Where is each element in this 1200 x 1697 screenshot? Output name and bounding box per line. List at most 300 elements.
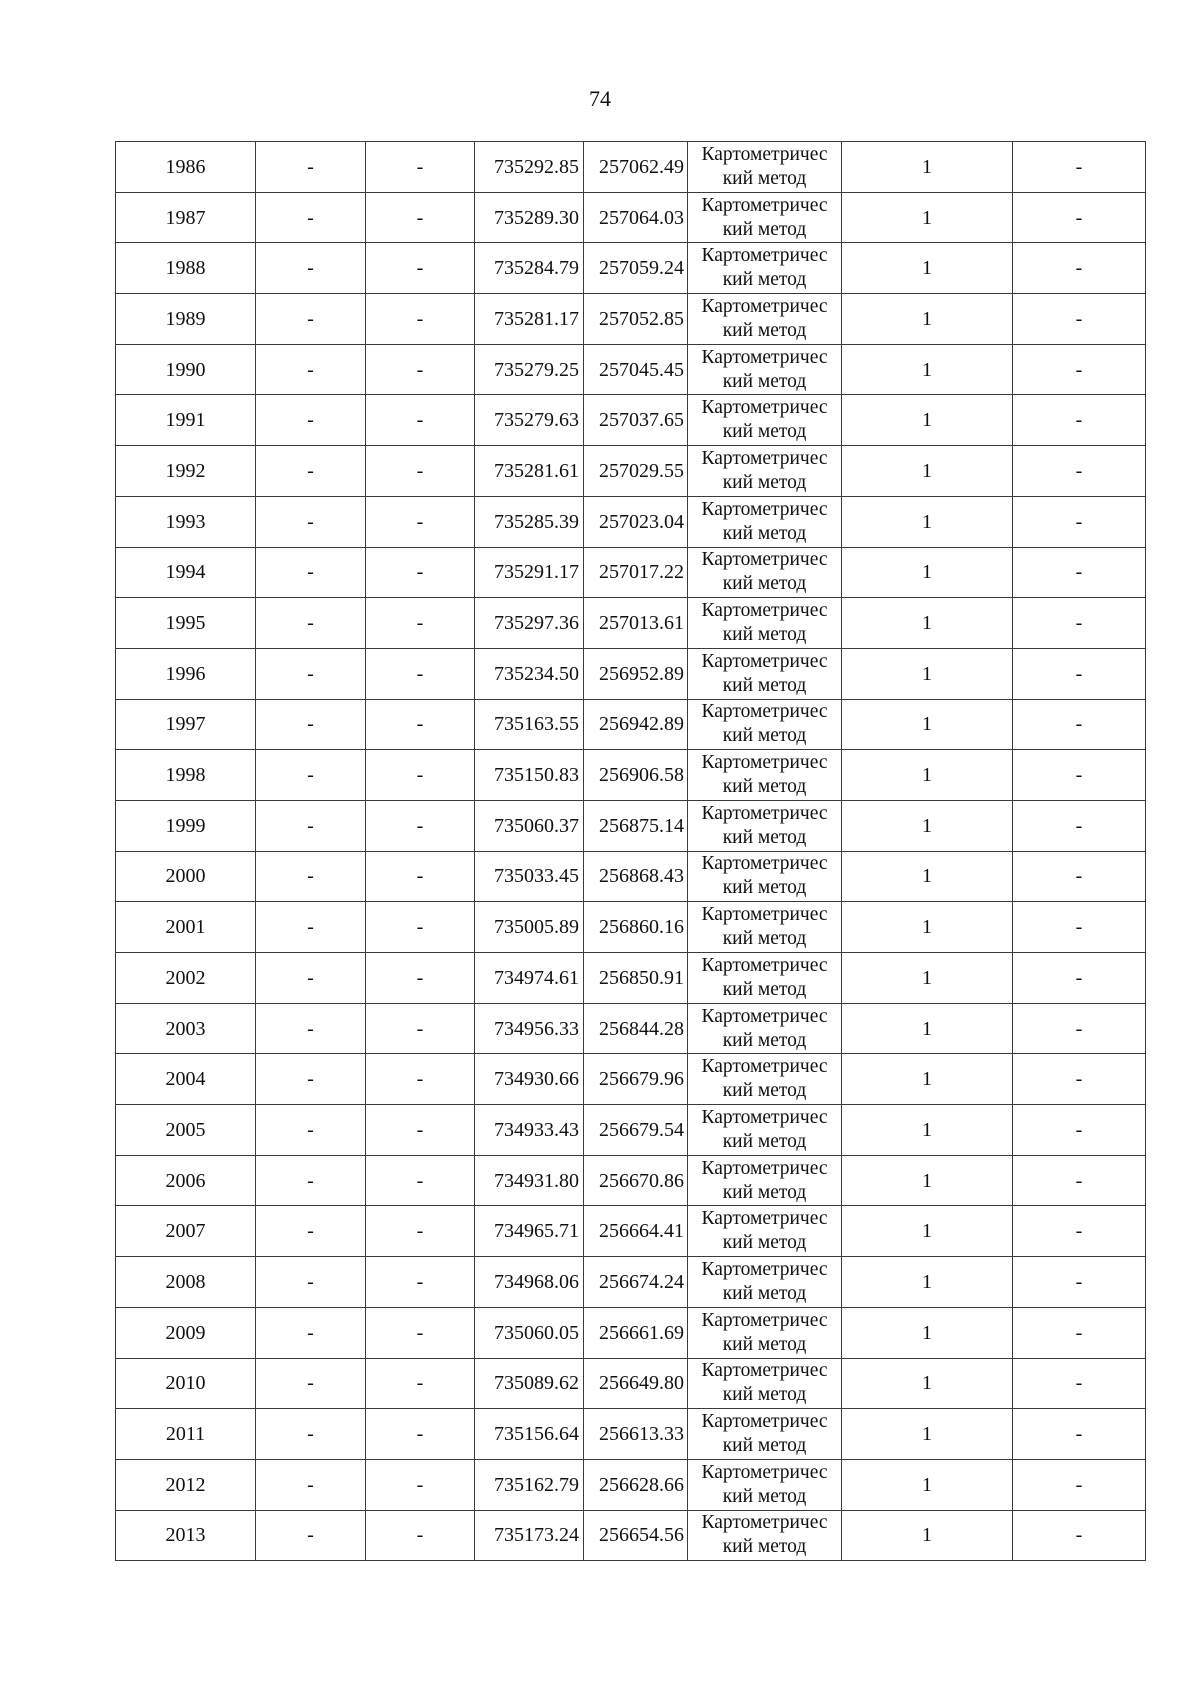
table-row xyxy=(116,294,1146,345)
method-line-2: кий метод xyxy=(722,928,807,950)
y-coordinate-cell: 257045.45 xyxy=(584,344,688,395)
method-line-1: Картометричес xyxy=(701,1106,828,1128)
method-line-1: Картометричес xyxy=(701,1157,828,1179)
y-coordinate-cell: 256628.66 xyxy=(584,1459,688,1510)
accuracy-cell: 1 xyxy=(842,294,1013,345)
method-line-1: Картометричес xyxy=(701,397,828,419)
method-line-2: кий метод xyxy=(722,421,807,443)
note-cell: - xyxy=(1013,1003,1146,1054)
x-coordinate-cell: 734968.06 xyxy=(475,1257,584,1308)
dash-cell: - xyxy=(256,446,366,497)
table-row xyxy=(116,699,1146,750)
method-line-2: кий метод xyxy=(722,471,807,493)
accuracy-cell: 1 xyxy=(842,750,1013,801)
table-row xyxy=(116,953,1146,1004)
note-cell: - xyxy=(1013,496,1146,547)
method-line-1: Картометричес xyxy=(701,346,828,368)
table-row xyxy=(116,1459,1146,1510)
y-coordinate-cell: 256664.41 xyxy=(584,1206,688,1257)
point-number-cell: 2002 xyxy=(116,953,256,1004)
dash-cell: - xyxy=(366,496,475,547)
method-cell xyxy=(688,547,842,598)
point-number-cell: 1999 xyxy=(116,800,256,851)
y-coordinate-cell: 256868.43 xyxy=(584,851,688,902)
note-cell: - xyxy=(1013,142,1146,193)
dash-cell: - xyxy=(256,243,366,294)
accuracy-cell: 1 xyxy=(842,851,1013,902)
x-coordinate-cell: 735089.62 xyxy=(475,1358,584,1409)
method-line-2: кий метод xyxy=(722,319,807,341)
dash-cell: - xyxy=(366,294,475,345)
method-line-2: кий метод xyxy=(722,1485,807,1507)
table-row xyxy=(116,750,1146,801)
accuracy-cell: 1 xyxy=(842,243,1013,294)
dash-cell: - xyxy=(366,1358,475,1409)
accuracy-cell: 1 xyxy=(842,496,1013,547)
point-number-cell: 2000 xyxy=(116,851,256,902)
method-cell xyxy=(688,344,842,395)
note-cell: - xyxy=(1013,1358,1146,1409)
dash-cell: - xyxy=(366,1105,475,1156)
dash-cell: - xyxy=(366,395,475,446)
point-number-cell: 1993 xyxy=(116,496,256,547)
note-cell: - xyxy=(1013,446,1146,497)
y-coordinate-cell: 256654.56 xyxy=(584,1510,688,1561)
table-row xyxy=(116,1054,1146,1105)
note-cell: - xyxy=(1013,699,1146,750)
table-row xyxy=(116,1307,1146,1358)
method-line-2: кий метод xyxy=(722,1536,807,1558)
note-cell: - xyxy=(1013,1307,1146,1358)
point-number-cell: 1991 xyxy=(116,395,256,446)
note-cell: - xyxy=(1013,1155,1146,1206)
accuracy-cell: 1 xyxy=(842,598,1013,649)
method-cell xyxy=(688,953,842,1004)
point-number-cell: 2010 xyxy=(116,1358,256,1409)
table-row xyxy=(116,1409,1146,1460)
y-coordinate-cell: 256670.86 xyxy=(584,1155,688,1206)
note-cell: - xyxy=(1013,1257,1146,1308)
dash-cell: - xyxy=(366,648,475,699)
point-number-cell: 2009 xyxy=(116,1307,256,1358)
table-row xyxy=(116,1257,1146,1308)
method-line-1: Картометричес xyxy=(701,295,828,317)
x-coordinate-cell: 735005.89 xyxy=(475,902,584,953)
x-coordinate-cell: 735291.17 xyxy=(475,547,584,598)
method-line-1: Картометричес xyxy=(701,904,828,926)
table-row xyxy=(116,902,1146,953)
method-line-1: Картометричес xyxy=(701,802,828,824)
accuracy-cell: 1 xyxy=(842,344,1013,395)
method-line-2: кий метод xyxy=(722,1029,807,1051)
note-cell: - xyxy=(1013,1510,1146,1561)
y-coordinate-cell: 256850.91 xyxy=(584,953,688,1004)
accuracy-cell: 1 xyxy=(842,953,1013,1004)
method-line-2: кий метод xyxy=(722,826,807,848)
dash-cell: - xyxy=(256,344,366,395)
table-row xyxy=(116,1105,1146,1156)
note-cell: - xyxy=(1013,1105,1146,1156)
dash-cell: - xyxy=(256,851,366,902)
x-coordinate-cell: 735297.36 xyxy=(475,598,584,649)
table-row xyxy=(116,800,1146,851)
method-line-1: Картометричес xyxy=(701,1005,828,1027)
dash-cell: - xyxy=(256,1409,366,1460)
note-cell: - xyxy=(1013,851,1146,902)
method-cell xyxy=(688,902,842,953)
point-number-cell: 1994 xyxy=(116,547,256,598)
method-cell xyxy=(688,1105,842,1156)
accuracy-cell: 1 xyxy=(842,1358,1013,1409)
dash-cell: - xyxy=(366,1459,475,1510)
coordinates-table xyxy=(115,141,1146,1561)
x-coordinate-cell: 735234.50 xyxy=(475,648,584,699)
dash-cell: - xyxy=(256,294,366,345)
accuracy-cell: 1 xyxy=(842,800,1013,851)
x-coordinate-cell: 735150.83 xyxy=(475,750,584,801)
method-line-2: кий метод xyxy=(722,370,807,392)
x-coordinate-cell: 735060.37 xyxy=(475,800,584,851)
method-line-2: кий метод xyxy=(722,674,807,696)
note-cell: - xyxy=(1013,1459,1146,1510)
note-cell: - xyxy=(1013,395,1146,446)
method-cell xyxy=(688,598,842,649)
dash-cell: - xyxy=(256,1307,366,1358)
dash-cell: - xyxy=(256,192,366,243)
dash-cell: - xyxy=(366,598,475,649)
dash-cell: - xyxy=(256,547,366,598)
dash-cell: - xyxy=(256,1003,366,1054)
dash-cell: - xyxy=(256,699,366,750)
table-row xyxy=(116,598,1146,649)
y-coordinate-cell: 257059.24 xyxy=(584,243,688,294)
method-line-2: кий метод xyxy=(722,269,807,291)
y-coordinate-cell: 257037.65 xyxy=(584,395,688,446)
note-cell: - xyxy=(1013,344,1146,395)
method-line-1: Картометричес xyxy=(701,752,828,774)
accuracy-cell: 1 xyxy=(842,1307,1013,1358)
point-number-cell: 2005 xyxy=(116,1105,256,1156)
note-cell: - xyxy=(1013,547,1146,598)
point-number-cell: 2012 xyxy=(116,1459,256,1510)
y-coordinate-cell: 257017.22 xyxy=(584,547,688,598)
point-number-cell: 2006 xyxy=(116,1155,256,1206)
method-cell xyxy=(688,851,842,902)
note-cell: - xyxy=(1013,294,1146,345)
x-coordinate-cell: 735156.64 xyxy=(475,1409,584,1460)
method-line-1: Картометричес xyxy=(701,245,828,267)
table-row xyxy=(116,1358,1146,1409)
accuracy-cell: 1 xyxy=(842,192,1013,243)
y-coordinate-cell: 256679.96 xyxy=(584,1054,688,1105)
method-line-1: Картометричес xyxy=(701,1208,828,1230)
accuracy-cell: 1 xyxy=(842,1257,1013,1308)
method-line-2: кий метод xyxy=(722,1282,807,1304)
dash-cell: - xyxy=(366,1003,475,1054)
y-coordinate-cell: 256674.24 xyxy=(584,1257,688,1308)
dash-cell: - xyxy=(256,1155,366,1206)
method-line-1: Картометричес xyxy=(701,1461,828,1483)
method-line-1: Картометричес xyxy=(701,1056,828,1078)
dash-cell: - xyxy=(256,142,366,193)
accuracy-cell: 1 xyxy=(842,1459,1013,1510)
method-line-2: кий метод xyxy=(722,522,807,544)
method-line-2: кий метод xyxy=(722,624,807,646)
table-row xyxy=(116,243,1146,294)
method-line-1: Картометричес xyxy=(701,143,828,165)
point-number-cell: 1996 xyxy=(116,648,256,699)
point-number-cell: 2013 xyxy=(116,1510,256,1561)
note-cell: - xyxy=(1013,598,1146,649)
accuracy-cell: 1 xyxy=(842,902,1013,953)
method-cell xyxy=(688,1206,842,1257)
x-coordinate-cell: 735281.61 xyxy=(475,446,584,497)
accuracy-cell: 1 xyxy=(842,1206,1013,1257)
method-line-2: кий метод xyxy=(722,1435,807,1457)
x-coordinate-cell: 735284.79 xyxy=(475,243,584,294)
method-cell xyxy=(688,750,842,801)
y-coordinate-cell: 257064.03 xyxy=(584,192,688,243)
dash-cell: - xyxy=(366,547,475,598)
point-number-cell: 1997 xyxy=(116,699,256,750)
method-line-2: кий метод xyxy=(722,776,807,798)
dash-cell: - xyxy=(366,1206,475,1257)
x-coordinate-cell: 735292.85 xyxy=(475,142,584,193)
method-line-1: Картометричес xyxy=(701,701,828,723)
point-number-cell: 2008 xyxy=(116,1257,256,1308)
y-coordinate-cell: 257052.85 xyxy=(584,294,688,345)
y-coordinate-cell: 256860.16 xyxy=(584,902,688,953)
dash-cell: - xyxy=(256,598,366,649)
dash-cell: - xyxy=(366,1257,475,1308)
method-line-2: кий метод xyxy=(722,1080,807,1102)
method-line-1: Картометричес xyxy=(701,447,828,469)
dash-cell: - xyxy=(366,192,475,243)
accuracy-cell: 1 xyxy=(842,699,1013,750)
note-cell: - xyxy=(1013,750,1146,801)
point-number-cell: 1998 xyxy=(116,750,256,801)
dash-cell: - xyxy=(366,1307,475,1358)
y-coordinate-cell: 256661.69 xyxy=(584,1307,688,1358)
method-line-1: Картометричес xyxy=(701,600,828,622)
x-coordinate-cell: 734931.80 xyxy=(475,1155,584,1206)
method-line-2: кий метод xyxy=(722,573,807,595)
table-row xyxy=(116,851,1146,902)
method-line-1: Картометричес xyxy=(701,1309,828,1331)
table-row xyxy=(116,496,1146,547)
method-line-2: кий метод xyxy=(722,1232,807,1254)
dash-cell: - xyxy=(366,1155,475,1206)
x-coordinate-cell: 735033.45 xyxy=(475,851,584,902)
accuracy-cell: 1 xyxy=(842,395,1013,446)
accuracy-cell: 1 xyxy=(842,1155,1013,1206)
method-line-1: Картометричес xyxy=(701,954,828,976)
note-cell: - xyxy=(1013,1409,1146,1460)
method-cell xyxy=(688,1257,842,1308)
accuracy-cell: 1 xyxy=(842,1105,1013,1156)
method-cell xyxy=(688,1459,842,1510)
note-cell: - xyxy=(1013,953,1146,1004)
method-cell xyxy=(688,1307,842,1358)
point-number-cell: 2011 xyxy=(116,1409,256,1460)
dash-cell: - xyxy=(256,1459,366,1510)
dash-cell: - xyxy=(256,496,366,547)
method-cell xyxy=(688,648,842,699)
dash-cell: - xyxy=(366,142,475,193)
y-coordinate-cell: 256875.14 xyxy=(584,800,688,851)
x-coordinate-cell: 734933.43 xyxy=(475,1105,584,1156)
x-coordinate-cell: 735279.25 xyxy=(475,344,584,395)
method-line-2: кий метод xyxy=(722,1130,807,1152)
method-line-2: кий метод xyxy=(722,978,807,1000)
point-number-cell: 1990 xyxy=(116,344,256,395)
x-coordinate-cell: 735162.79 xyxy=(475,1459,584,1510)
accuracy-cell: 1 xyxy=(842,1409,1013,1460)
dash-cell: - xyxy=(256,1257,366,1308)
method-line-1: Картометричес xyxy=(701,549,828,571)
y-coordinate-cell: 257062.49 xyxy=(584,142,688,193)
x-coordinate-cell: 735173.24 xyxy=(475,1510,584,1561)
point-number-cell: 2003 xyxy=(116,1003,256,1054)
point-number-cell: 1992 xyxy=(116,446,256,497)
dash-cell: - xyxy=(366,902,475,953)
dash-cell: - xyxy=(366,344,475,395)
note-cell: - xyxy=(1013,902,1146,953)
y-coordinate-cell: 256942.89 xyxy=(584,699,688,750)
x-coordinate-cell: 735281.17 xyxy=(475,294,584,345)
point-number-cell: 2007 xyxy=(116,1206,256,1257)
method-cell xyxy=(688,243,842,294)
y-coordinate-cell: 257023.04 xyxy=(584,496,688,547)
accuracy-cell: 1 xyxy=(842,446,1013,497)
accuracy-cell: 1 xyxy=(842,142,1013,193)
x-coordinate-cell: 734956.33 xyxy=(475,1003,584,1054)
note-cell: - xyxy=(1013,1206,1146,1257)
y-coordinate-cell: 256679.54 xyxy=(584,1105,688,1156)
y-coordinate-cell: 256906.58 xyxy=(584,750,688,801)
point-number-cell: 2004 xyxy=(116,1054,256,1105)
method-cell xyxy=(688,1409,842,1460)
table-row xyxy=(116,547,1146,598)
accuracy-cell: 1 xyxy=(842,1054,1013,1105)
dash-cell: - xyxy=(256,1105,366,1156)
point-number-cell: 1989 xyxy=(116,294,256,345)
method-line-1: Картометричес xyxy=(701,498,828,520)
method-line-1: Картометричес xyxy=(701,650,828,672)
point-number-cell: 2001 xyxy=(116,902,256,953)
table-row xyxy=(116,192,1146,243)
table-row xyxy=(116,344,1146,395)
x-coordinate-cell: 735289.30 xyxy=(475,192,584,243)
accuracy-cell: 1 xyxy=(842,648,1013,699)
y-coordinate-cell: 256952.89 xyxy=(584,648,688,699)
method-cell xyxy=(688,1155,842,1206)
dash-cell: - xyxy=(366,800,475,851)
method-line-1: Картометричес xyxy=(701,194,828,216)
dash-cell: - xyxy=(256,1054,366,1105)
table-body xyxy=(116,142,1146,1561)
method-line-2: кий метод xyxy=(722,1333,807,1355)
point-number-cell: 1987 xyxy=(116,192,256,243)
method-cell xyxy=(688,1510,842,1561)
method-line-2: кий метод xyxy=(722,877,807,899)
dash-cell: - xyxy=(366,1054,475,1105)
dash-cell: - xyxy=(366,851,475,902)
method-cell xyxy=(688,142,842,193)
dash-cell: - xyxy=(256,648,366,699)
method-line-2: кий метод xyxy=(722,167,807,189)
method-line-1: Картометричес xyxy=(701,1258,828,1280)
dash-cell: - xyxy=(256,800,366,851)
dash-cell: - xyxy=(256,1206,366,1257)
table-row xyxy=(116,1003,1146,1054)
point-number-cell: 1995 xyxy=(116,598,256,649)
method-cell xyxy=(688,800,842,851)
x-coordinate-cell: 734974.61 xyxy=(475,953,584,1004)
y-coordinate-cell: 256844.28 xyxy=(584,1003,688,1054)
method-cell xyxy=(688,1358,842,1409)
table-row xyxy=(116,142,1146,193)
method-cell xyxy=(688,192,842,243)
method-line-2: кий метод xyxy=(722,725,807,747)
y-coordinate-cell: 257013.61 xyxy=(584,598,688,649)
dash-cell: - xyxy=(256,1358,366,1409)
method-cell xyxy=(688,446,842,497)
y-coordinate-cell: 256649.80 xyxy=(584,1358,688,1409)
note-cell: - xyxy=(1013,800,1146,851)
dash-cell: - xyxy=(366,953,475,1004)
x-coordinate-cell: 735163.55 xyxy=(475,699,584,750)
dash-cell: - xyxy=(366,1510,475,1561)
note-cell: - xyxy=(1013,192,1146,243)
table-row xyxy=(116,1206,1146,1257)
dash-cell: - xyxy=(366,750,475,801)
method-line-1: Картометричес xyxy=(701,1360,828,1382)
method-line-2: кий метод xyxy=(722,1181,807,1203)
table-row xyxy=(116,395,1146,446)
table-row xyxy=(116,1155,1146,1206)
accuracy-cell: 1 xyxy=(842,1003,1013,1054)
method-cell xyxy=(688,1054,842,1105)
dash-cell: - xyxy=(256,750,366,801)
dash-cell: - xyxy=(256,953,366,1004)
method-line-1: Картометричес xyxy=(701,853,828,875)
note-cell: - xyxy=(1013,243,1146,294)
x-coordinate-cell: 735060.05 xyxy=(475,1307,584,1358)
note-cell: - xyxy=(1013,648,1146,699)
method-line-2: кий метод xyxy=(722,218,807,240)
point-number-cell: 1986 xyxy=(116,142,256,193)
dash-cell: - xyxy=(366,699,475,750)
dash-cell: - xyxy=(366,243,475,294)
table-row xyxy=(116,648,1146,699)
dash-cell: - xyxy=(256,902,366,953)
method-line-1: Картометричес xyxy=(701,1512,828,1534)
y-coordinate-cell: 257029.55 xyxy=(584,446,688,497)
accuracy-cell: 1 xyxy=(842,547,1013,598)
point-number-cell: 1988 xyxy=(116,243,256,294)
method-cell xyxy=(688,699,842,750)
table-row xyxy=(116,1510,1146,1561)
dash-cell: - xyxy=(256,1510,366,1561)
method-cell xyxy=(688,1003,842,1054)
table-row xyxy=(116,446,1146,497)
x-coordinate-cell: 735285.39 xyxy=(475,496,584,547)
y-coordinate-cell: 256613.33 xyxy=(584,1409,688,1460)
page-number: 74 xyxy=(589,86,611,111)
x-coordinate-cell: 734930.66 xyxy=(475,1054,584,1105)
x-coordinate-cell: 734965.71 xyxy=(475,1206,584,1257)
